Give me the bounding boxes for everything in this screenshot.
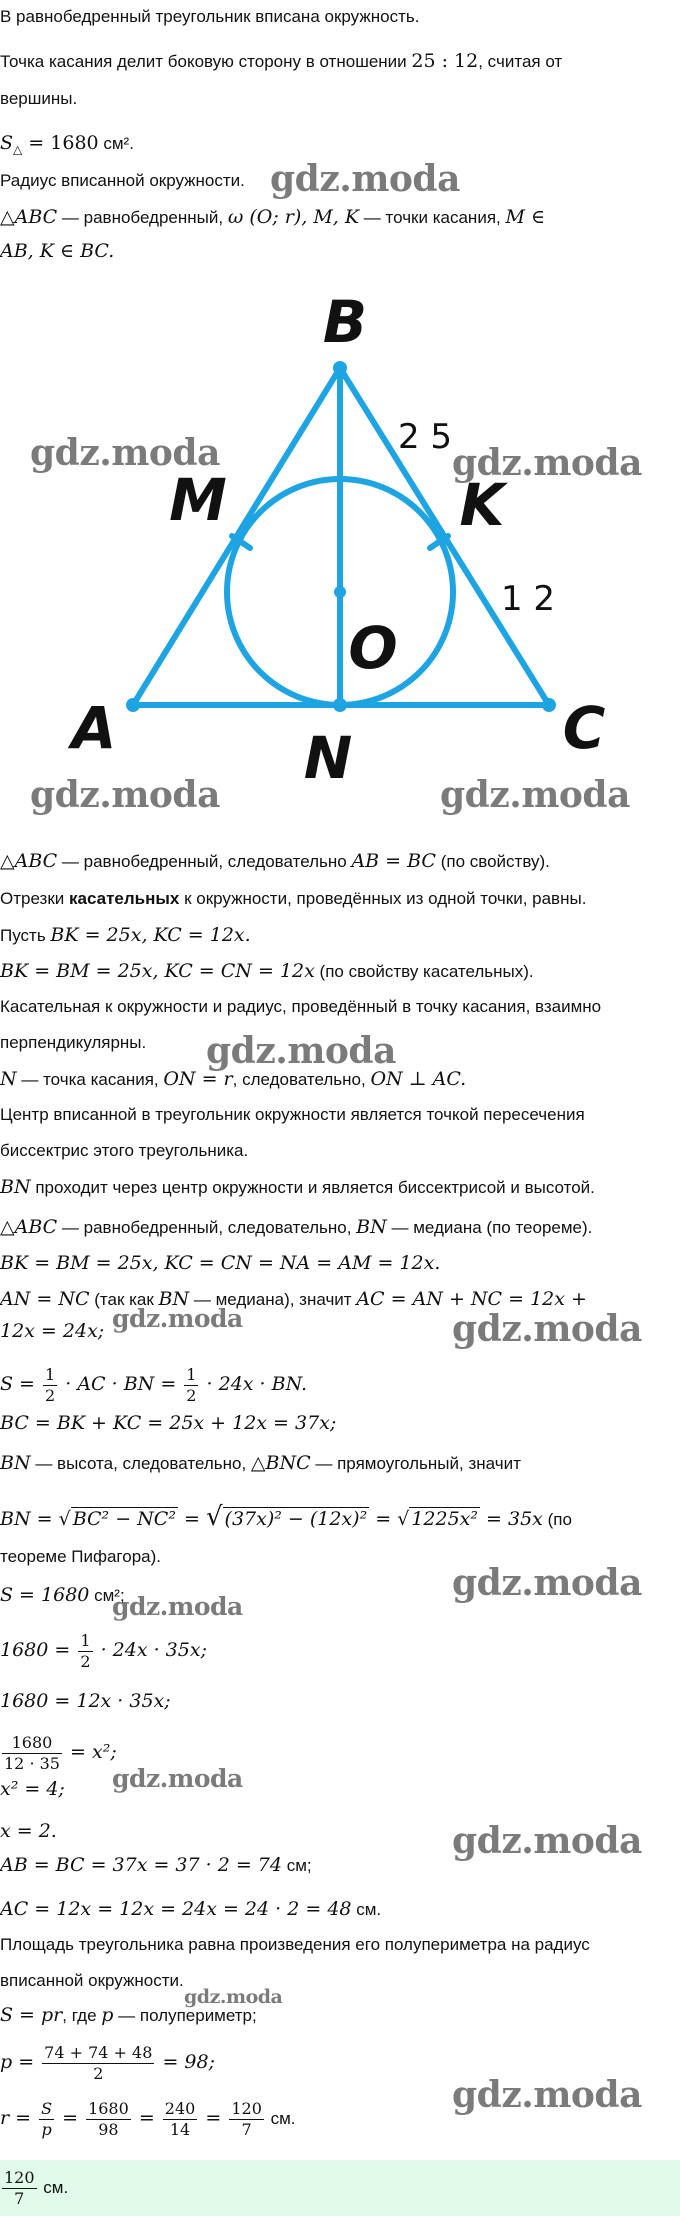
solution-line-23 [0, 1730, 676, 1775]
label-n: N [303, 724, 353, 790]
given-line-2 [0, 240, 676, 263]
math: S = [0, 1373, 42, 1395]
math: 1680 = [0, 1639, 77, 1661]
problem-text: , считая от [478, 52, 563, 71]
numerator: S [41, 2099, 53, 2119]
math: △ABC [0, 1216, 58, 1238]
point-o [334, 586, 346, 598]
given-math: ω (O; r), M, K [227, 206, 360, 228]
radicand: 1225x² [411, 1508, 478, 1530]
solution-line-3 [0, 924, 676, 947]
math: BK = BM = 25x, KC = CN = 12x [0, 960, 315, 982]
fraction [2, 1733, 62, 1774]
solution-line-29: вписанной окружности. [0, 1971, 184, 1990]
watermark: gdz.moda [30, 774, 220, 816]
denominator: 2 [93, 2064, 104, 2084]
math: △ABC [0, 850, 58, 872]
math: = [132, 2107, 161, 2129]
solution-line-28: Площадь треугольника равна произведения его полупериметра на радиус [0, 1935, 590, 1954]
label-k: K [459, 471, 505, 539]
text: проходит через центр окружности и является биссектрисой и высотой. [30, 1178, 595, 1197]
watermark: gdz.moda [112, 1304, 243, 1333]
answer-line [0, 2166, 676, 2210]
math: = 98; [156, 2051, 215, 2073]
fraction [163, 2099, 198, 2140]
text: см. [265, 2109, 296, 2128]
area-unit: см². [98, 134, 134, 153]
math: · 24x · 35x; [94, 1639, 207, 1661]
solution-line-10 [0, 1176, 676, 1199]
math: · 24x · BN. [200, 1373, 308, 1395]
solution-line-17 [0, 1452, 676, 1475]
area-given [0, 132, 676, 160]
label-c: C [562, 694, 606, 762]
math: BC = BK + KC = 25x + 12x = 37x; [0, 1412, 337, 1434]
watermark: gdz.moda [184, 1986, 283, 2008]
math: = [56, 2107, 85, 2129]
math: = [369, 1508, 398, 1530]
solution-line-6: перпендикулярны. [0, 1033, 147, 1052]
fraction [39, 2099, 54, 2140]
solution-line-24 [0, 1778, 676, 1801]
area-formula-line [0, 1362, 676, 1407]
given-text: — точки касания, [359, 208, 506, 227]
point-b [333, 361, 347, 375]
watermark: gdz.moda [452, 1820, 642, 1862]
math: S = 1680 [0, 1584, 90, 1606]
solution-line-5: Касательная к окружности и радиус, проведённый в точку касания, взаимно [0, 997, 602, 1016]
numerator: 120 [4, 2168, 35, 2188]
math: = 35x [480, 1508, 543, 1530]
fraction [229, 2099, 264, 2140]
text: — равнобедренный, следовательно [57, 852, 352, 871]
problem-text: Точка касания делит боковую сторону в отношении [0, 52, 412, 71]
given-text: — равнобедренный, [57, 208, 228, 227]
text: см; [282, 1856, 312, 1875]
given-math: M ∈ [505, 206, 546, 228]
math: △BNC [250, 1452, 311, 1474]
math: S = pr [0, 2004, 63, 2026]
watermark: gdz.moda [112, 1592, 243, 1621]
watermark: gdz.moda [112, 1764, 243, 1793]
numerator: 120 [231, 2099, 262, 2119]
numerator: 1 [45, 1365, 56, 1385]
area-subscript: △ [13, 142, 23, 157]
numerator: 1680 [88, 2099, 129, 2119]
solution-line-8: Центр вписанной в треугольник окружности является точкой пересечения [0, 1105, 585, 1124]
math: x² = 4; [0, 1778, 65, 1800]
denominator: 2 [80, 1652, 91, 1672]
text: — медиана (по теореме). [386, 1218, 593, 1237]
given-math: △ABC [0, 206, 58, 228]
math: AC = AN + NC = 12x + [356, 1288, 587, 1310]
numerator: 1 [186, 1365, 197, 1385]
text: Отрезки [0, 889, 69, 908]
point-a [126, 698, 140, 712]
text: к окружности, проведённых из одной точки, равны. [179, 889, 587, 908]
pythagoras-line [0, 1500, 676, 1537]
math: p = [0, 2051, 41, 2073]
fraction [42, 2043, 154, 2084]
numerator: 1680 [2, 1733, 62, 1754]
solution-line-4 [0, 960, 676, 983]
denominator: 2 [45, 1386, 56, 1406]
text: (так как [89, 1290, 159, 1309]
math: ON = r [163, 1068, 233, 1090]
denominator: 12 · 35 [4, 1754, 60, 1774]
text: — полупериметр; [113, 2006, 257, 2025]
label-o: O [348, 614, 398, 682]
math: BK = BM = 25x, KC = CN = NA = AM = 12x. [0, 1252, 441, 1274]
solution-line-22 [0, 1690, 676, 1713]
problem-line-3: вершины. [0, 89, 78, 108]
denominator: 14 [169, 2120, 191, 2140]
math: AN = NC [0, 1288, 90, 1310]
text: , следовательно, [232, 1070, 371, 1089]
math: = [177, 1508, 206, 1530]
math: AC = 12x = 12x = 24x = 24 · 2 = 48 [0, 1898, 352, 1920]
fraction [86, 2099, 131, 2140]
problem-line-2 [0, 50, 676, 73]
find-line: Радиус вписанной окружности. [0, 171, 245, 190]
solution-line-16 [0, 1412, 676, 1435]
answer-fraction [2, 2168, 37, 2209]
fraction-half [184, 1365, 198, 1406]
solution-line-9: биссектрис этого треугольника. [0, 1141, 249, 1160]
math: BK = 25x, KC = 12x. [50, 924, 251, 946]
text: , где [62, 2006, 102, 2025]
math: · AC · BN = [59, 1373, 183, 1395]
problem-line-1: В равнобедренный треугольник вписана окружность. [0, 7, 420, 26]
numerator: 74 + 74 + 48 [44, 2043, 153, 2063]
watermark: gdz.moda [30, 432, 220, 474]
math: = x²; [63, 1741, 117, 1763]
ratio-label-25: 2 5 [397, 417, 453, 457]
text: см. [351, 1900, 382, 1919]
given-math: AB, K ∈ BC. [0, 240, 115, 262]
numerator: 240 [164, 2099, 196, 2119]
radicand: BC² − NC² [72, 1508, 176, 1530]
text: см²; [89, 1586, 125, 1605]
text: (по [542, 1510, 572, 1529]
text: — точка касания, [16, 1070, 164, 1089]
point-n [333, 698, 347, 712]
watermark: gdz.moda [452, 2074, 642, 2116]
label-m: M [169, 466, 227, 534]
denominator: p [41, 2120, 52, 2140]
radical-sign: √ [205, 1502, 223, 1532]
triangle-figure [0, 270, 680, 790]
answer-box [0, 2160, 680, 2216]
math: AB = BC = 37x = 37 · 2 = 74 [0, 1854, 282, 1876]
math: N [0, 1068, 17, 1090]
math: r = [0, 2107, 38, 2129]
watermark: gdz.moda [270, 158, 460, 200]
math: BN [356, 1216, 387, 1238]
text: — высота, следовательно, [30, 1454, 251, 1473]
solution-line-27 [0, 1898, 676, 1921]
math: p [101, 2004, 114, 2026]
text: (по свойству касательных). [314, 962, 534, 981]
radical-sign: √ [58, 1508, 71, 1530]
text: — медиана), значит [189, 1290, 357, 1309]
math: BN [158, 1288, 190, 1310]
math: 1680 = 12x · 35x; [0, 1690, 171, 1712]
denominator: 2 [186, 1386, 197, 1406]
text: Пусть [0, 926, 51, 945]
math: BN [0, 1452, 31, 1474]
watermark: gdz.moda [206, 1030, 396, 1072]
bold-term: касательных [69, 889, 180, 908]
text: (по свойству). [435, 852, 550, 871]
point-c [542, 698, 556, 712]
solution-line-12 [0, 1252, 676, 1275]
solution-line-19: теореме Пифагора). [0, 1547, 162, 1566]
denominator: 7 [241, 2120, 252, 2140]
ratio-label-12: 1 2 [500, 579, 556, 619]
radicand: (37x)² − (12x)² [224, 1508, 368, 1530]
solution-line-11 [0, 1216, 676, 1239]
watermark: gdz.moda [440, 774, 630, 816]
math: BN = [0, 1508, 59, 1530]
label-b: B [322, 288, 368, 356]
math: AB = BC [351, 850, 436, 872]
math: 12x = 24x; [0, 1320, 105, 1342]
solution-line-2 [0, 888, 676, 910]
answer-unit: см. [38, 2178, 69, 2197]
math: x = 2. [0, 1820, 57, 1842]
given-line-1 [0, 206, 676, 229]
fraction-half [43, 1365, 57, 1406]
numerator: 1 [80, 1631, 91, 1651]
radical-sign: √ [397, 1508, 410, 1530]
watermark: gdz.moda [452, 1308, 642, 1350]
fraction-half [78, 1631, 92, 1672]
watermark: gdz.moda [452, 1562, 642, 1604]
label-a: A [71, 694, 117, 762]
solution-line-21 [0, 1628, 676, 1673]
math: ON ⊥ AC. [370, 1068, 467, 1090]
ratio-math: 25 : 12 [411, 50, 479, 72]
text: — прямоугольный, значит [310, 1454, 521, 1473]
text: — равнобедренный, следовательно, [57, 1218, 357, 1237]
area-symbol: S [0, 132, 14, 154]
denominator: 98 [98, 2120, 119, 2140]
math: = [199, 2107, 228, 2129]
watermark: gdz.moda [452, 442, 642, 484]
solution-line-1 [0, 850, 676, 873]
solution-line-30 [0, 2004, 676, 2027]
denominator: 7 [14, 2189, 25, 2209]
area-value: = 1680 [22, 132, 99, 154]
math: BN [0, 1176, 31, 1198]
